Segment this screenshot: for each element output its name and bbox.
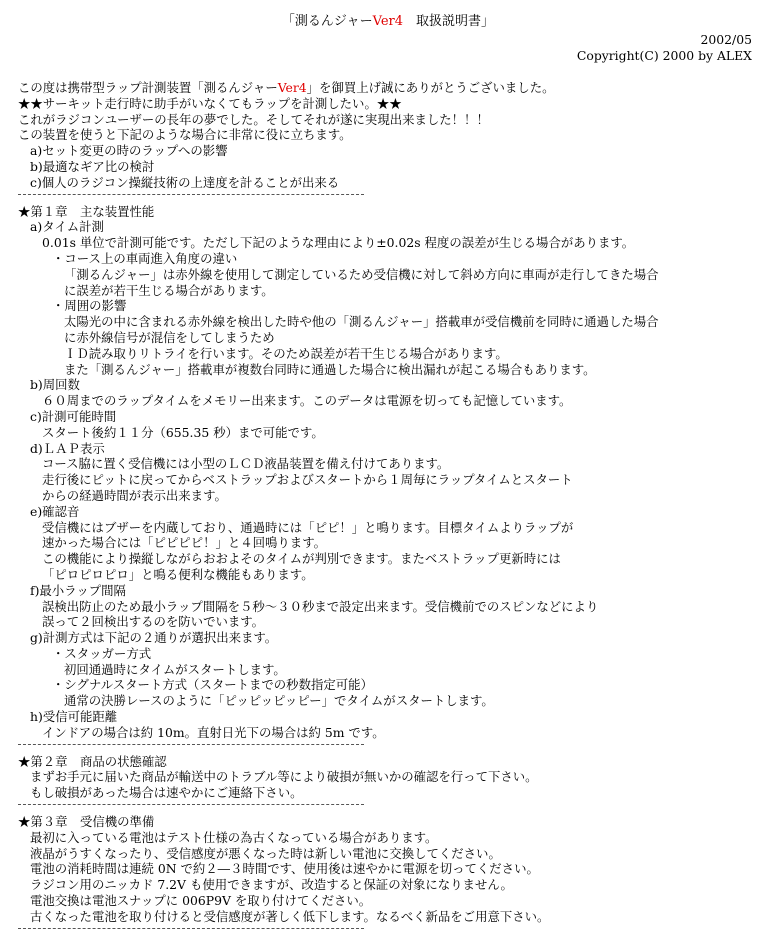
intro-line-2: ★★サーキット走行時に助手がいなくてもラップを計測したい。★★ — [18, 95, 402, 111]
ch1-a-bullet-1-text-1: 「測るんジャー」は赤外線を使用して測定しているため受信機に対して斜め方向に車両が走行してきた場合 — [64, 266, 659, 282]
ch2-text-1: まずお手元に届いた商品が輸送中のトラブル等により破損が無いかの確認を行って下さい。 — [30, 769, 538, 785]
title-prefix: 「測るんジャー — [281, 14, 373, 29]
ch1-g-bullet-2-text: 通常の決勝レースのように「ピッピッピッピー」でタイムがスタートします。 — [64, 693, 494, 709]
ch1-f-title: f)最小ラップ間隔 — [30, 582, 126, 598]
divider — [18, 194, 364, 195]
document-date: 2002/05 — [700, 32, 752, 47]
ch1-e-text-4: 「ピロピロピロ」と鳴る便利な機能もあります。 — [42, 566, 314, 582]
divider — [18, 804, 364, 805]
ch1-b-title: b)周回数 — [30, 377, 80, 393]
ch1-g-title: g)計測方式は下記の２通りが選択出来ます。 — [30, 630, 278, 646]
manual-page — [18, 12, 758, 929]
intro-line-3: これがラジコンユーザーの長年の夢でした。そしてそれが遂に実現出来ました！！！ — [18, 111, 489, 127]
title-version: Ver4 — [372, 14, 404, 29]
ch1-f-text-1: 誤検出防止のため最小ラップ間隔を５秒～３０秒まで設定出来ます。受信機前でのスピンなどにより — [42, 598, 599, 614]
chapter-3-heading: ★第３章 受信機の準備 — [18, 814, 155, 830]
document-title — [18, 12, 758, 32]
ch1-d-text-1: コース脇に置く受信機には小型のＬＣＤ液晶装置を備え付けてあります。 — [42, 456, 450, 472]
intro-item-a: a)セット変更の時のラップへの影響 — [30, 143, 228, 159]
ch1-e-text-1: 受信機にはブザーを内蔵しており、通過時には「ピピ！」と鳴ります。目標タイムよりラップが — [42, 519, 574, 535]
ch1-g-bullet-1: ・スタッガー方式 — [52, 645, 152, 661]
ch1-a-bullet-2: ・周囲の影響 — [52, 298, 127, 314]
ch1-e-text-2: 速かった場合には「ピピピピ！」と４回鳴ります。 — [42, 535, 326, 551]
intro-text-post: 」を御買上げ誠にありがとうございました。 — [306, 80, 555, 95]
ch3-text-6: 古くなった電池を取り付けると受信感度が著しく低下します。なるべく新品をご用意下さい。 — [30, 908, 550, 924]
intro-line-4: この装置を使うと下記のような場合に非常に役に立ちます。 — [18, 127, 352, 143]
title-suffix: 取扱説明書」 — [403, 14, 495, 29]
ch1-e-text-3: この機能により操縦しながらおおよそのタイムが判別できます。またベストラップ更新時には — [42, 551, 561, 567]
intro-version: Ver4 — [277, 80, 307, 95]
ch1-a-bullet-1-text-2: に誤差が若干生じる場合があります。 — [64, 282, 274, 298]
intro-item-b: b)最適なギア比の検討 — [30, 158, 155, 174]
ch1-d-text-2: 走行後にピットに戻ってからベストラップおよびスタートから１周毎にラップタイムとスタート — [42, 472, 573, 488]
copyright: Copyright(C) 2000 by ALEX — [576, 48, 752, 63]
ch3-text-1: 最初に入っている電池はテスト仕様の為古くなっている場合があります。 — [30, 829, 438, 845]
chapter-1-heading: ★第１章 主な装置性能 — [18, 203, 155, 219]
ch1-g-bullet-2: ・シグナルスタート方式（スタートまでの秒数指定可能） — [52, 677, 373, 693]
ch2-text-2: もし破損があった場合は速やかにご連絡下さい。 — [30, 785, 303, 801]
ch1-b-text: ６０周までのラップタイムをメモリー出来ます。このデータは電源を切っても記憶しています。 — [42, 393, 572, 409]
intro-item-c: c)個人のラジコン操縦技術の上達度を計ることが出来る — [30, 174, 340, 190]
ch1-a-bullet-2-text-3: ＩＤ読み取りリトライを行います。そのため誤差が若干生じる場合があります。 — [64, 345, 508, 361]
ch1-a-bullet-2-text-4: また「測るんジャー」搭載車が複数台同時に通過した場合に検出漏れが起こる場合もあります。 — [64, 361, 596, 377]
ch1-c-text: スタート後約１１分（655.35 秒）まで可能です。 — [42, 424, 324, 440]
ch1-h-title: h)受信可能距離 — [30, 709, 118, 725]
divider — [18, 928, 364, 929]
ch3-text-3: 電池の消耗時間は連続 0N で約２―３時間です、使用後は速やかに電源を切ってください。 — [30, 861, 539, 877]
ch1-d-text-3: からの経過時間が表示出来ます。 — [42, 487, 227, 503]
ch1-e-title: e)確認音 — [30, 503, 80, 519]
divider — [18, 744, 364, 745]
ch1-c-title: c)計測可能時間 — [30, 408, 117, 424]
intro-text-pre: この度は携帯型ラップ計測装置「測るんジャー — [18, 80, 278, 95]
ch1-h-text: インドアの場合は約 10m。直射日光下の場合は約 5m です。 — [42, 724, 385, 740]
ch1-a-bullet-1: ・コース上の車両進入角度の違い — [52, 250, 238, 266]
chapter-2-heading: ★第２章 商品の状態確認 — [18, 753, 167, 769]
ch3-text-5: 電池交換は電池スナップに 006P9V を取り付けてください。 — [30, 893, 372, 909]
ch1-g-bullet-1-text: 初回通過時にタイムがスタートします。 — [64, 661, 286, 677]
ch1-a-bullet-2-text-1: 太陽光の中に含まれる赤外線を検出した時や他の「測るんジャー」搭載車が受信機前を同時に通過した場合 — [64, 314, 659, 330]
ch3-text-2: 液晶がうすくなったり、受信感度が悪くなった時は新しい電池に交換してください。 — [30, 845, 501, 861]
ch1-a-text: 0.01s 単位で計測可能です。ただし下記のような理由により±0.02s 程度の誤差が生じる場合があります。 — [42, 235, 635, 251]
ch1-a-title: a)タイム計測 — [30, 219, 104, 235]
ch1-a-bullet-2-text-2: に赤外線信号が混信をしてしまうため — [64, 329, 275, 345]
ch3-text-4: ラジコン用のニッカド 7.2V も使用できますが、改造すると保証の対象になりません。 — [30, 877, 513, 893]
ch1-f-text-2: 誤って２回検出するのを防いでいます。 — [42, 614, 265, 630]
intro-line-1 — [18, 80, 758, 96]
ch1-d-title: d)ＬＡＰ表示 — [30, 440, 105, 456]
